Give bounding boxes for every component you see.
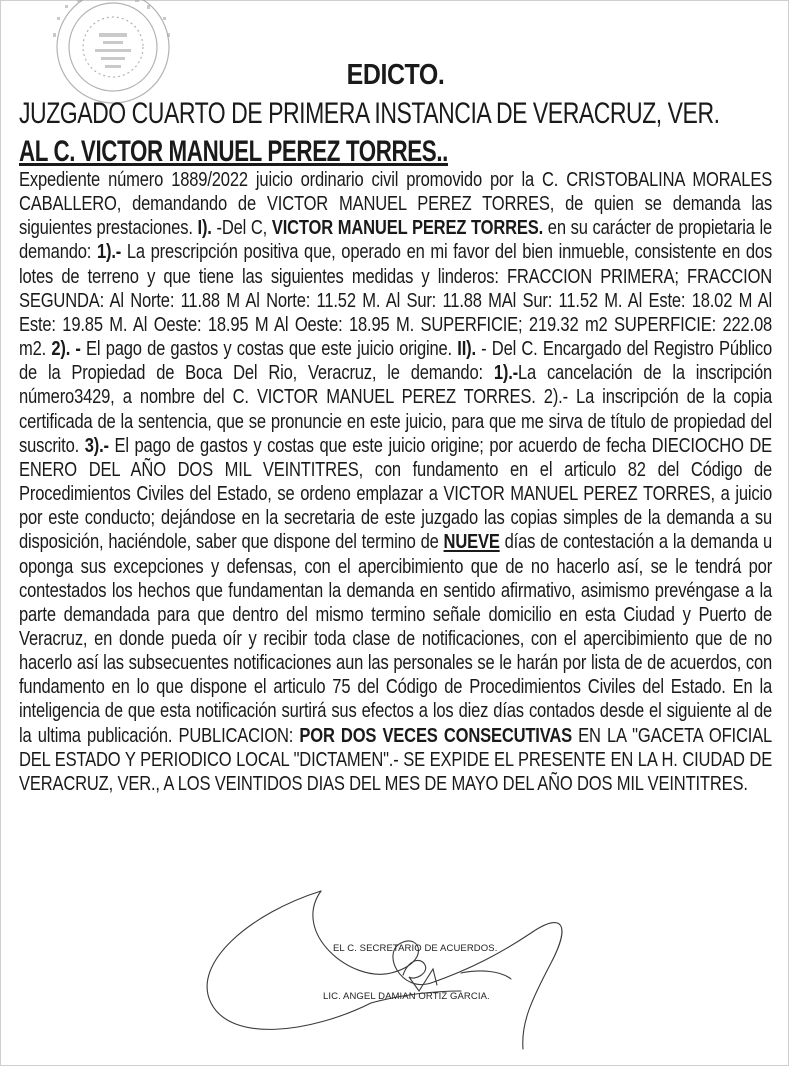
body-segment: POR DOS VECES CONSECUTIVAS [299, 724, 573, 747]
body-segment: 2). - [51, 338, 81, 361]
body-segment: VICTOR MANUEL PEREZ TORRES. [271, 217, 544, 240]
body-segment: Expediente número 1889/2022 juicio ordinario civil promovido por la C. CRISTOBALINA MORALES CABALLERO, demandando de VICTOR MANUEL PEREZ TORRES, de quien se demanda las siguientes prestaciones. [19, 169, 773, 240]
body-segment: - Del C. Encargado del Registro Público de la Propiedad de Boca Del Rio, Veracruz, le demando: [19, 338, 773, 385]
body-segment: días de contestación a la demanda u oponga sus excepciones y defensas, con el apercibimiento que de no hacerlo así, se le tendrá por contestados los hechos que fundamentan la demanda en sentido afirmativo, asimismo prevéngase a la parte demandada para que dentro del mismo termino señale domicilio en esta Ciudad y Puerto de Veracruz, en donde pueda oír y recibir toda clase de notificaciones, con el apercibimiento que de no hacerlo así las subsecuentes notificaciones aun las personales se le harán por lista de de acuerdos, con fundamento en lo que dispone el articulo 75 del Código de Procedimientos Civiles del Estado. En la inteligencia de que esta notificación surtirá sus efectos a los diez días contados desde el siguiente al de la ultima publicación. PUBLICACION: [19, 531, 773, 747]
body-segment: El pago de gastos y costas que este juicio origine. [80, 338, 458, 361]
edict-body [19, 168, 772, 796]
body-segment: El pago de gastos y costas que este juicio origine; por acuerdo de fecha DIECIOCHO DE ENERO DEL AÑO DOS MIL VEINTITRES, con fundamento en el articulo 82 del Código de Procedimientos Civiles del Estado, se ordeno emplazar a VICTOR MANUEL PEREZ TORRES, a juicio por este conducto; dejándose en la secretaria de este juzgado las copias simples de la demanda a su disposición, haciéndole, saber que dispone del termino de [19, 434, 773, 554]
body-segment: EN LA "GACETA OFICIAL DEL ESTADO Y PERIODICO LOCAL "DICTAMEN".- SE EXPIDE EL PRESENTE EN LA H. CIUDAD DE VERACRUZ, VER., A LOS VEINTIDOS DIAS DEL MES DE MAYO DEL AÑO DOS MIL VEINTITRES. [19, 724, 773, 795]
body-segment: 1).- [96, 241, 122, 264]
body-segment: I). [197, 217, 212, 240]
signature-block [171, 873, 601, 1063]
signature-title: EL C. SECRETARIO DE ACUERDOS. [333, 943, 498, 954]
handwritten-signature-icon [171, 873, 601, 1063]
body-segment: en su carácter de propietaria le demando: [19, 217, 773, 264]
addressee: AL C. VICTOR MANUEL PEREZ TORRES.. [19, 135, 449, 168]
court-name: JUZGADO CUARTO DE PRIMERA INSTANCIA DE VERACRUZ, VER. [19, 97, 720, 130]
body-segment: -Del C, [211, 217, 272, 240]
body-segment: La cancelación de la inscripción número3429, a nombre del C. VICTOR MANUEL PEREZ TORRES. 2).- La inscripción de la copia certificada de la sentencia, que se pronuncie en este juicio, para que me sirva de título de propiedad del suscrito. [19, 362, 773, 457]
signature-name: LIC. ANGEL DAMIAN ORTIZ GARCIA. [323, 991, 490, 1002]
body-segment [444, 531, 500, 553]
body-segment: La prescripción positiva que, operado en mi favor del bien inmueble, consistente en dos lotes de terreno y que tiene las siguientes medidas y linderos: FRACCION PRIMERA; FRACCION SEGUNDA: Al Norte: 11.88 M Al Norte: 11.52 M. Al Sur: 11.88 MAl Sur: 11.52 M. Al Este: 18.02 M Al Este: 19.85 M. Al Oeste: 18.95 M Al Oeste: 18.95 M. SUPERFICIE; 219.32 m2 SUPERFICIE: 222.08 m2. [19, 241, 773, 361]
body-segment: 1).- [493, 362, 518, 385]
body-segment-emphasis: NUEVE [443, 531, 500, 554]
edict-title: EDICTO. [346, 59, 445, 91]
body-segment: II). [457, 338, 476, 361]
body-segment: 3).- [84, 434, 109, 457]
